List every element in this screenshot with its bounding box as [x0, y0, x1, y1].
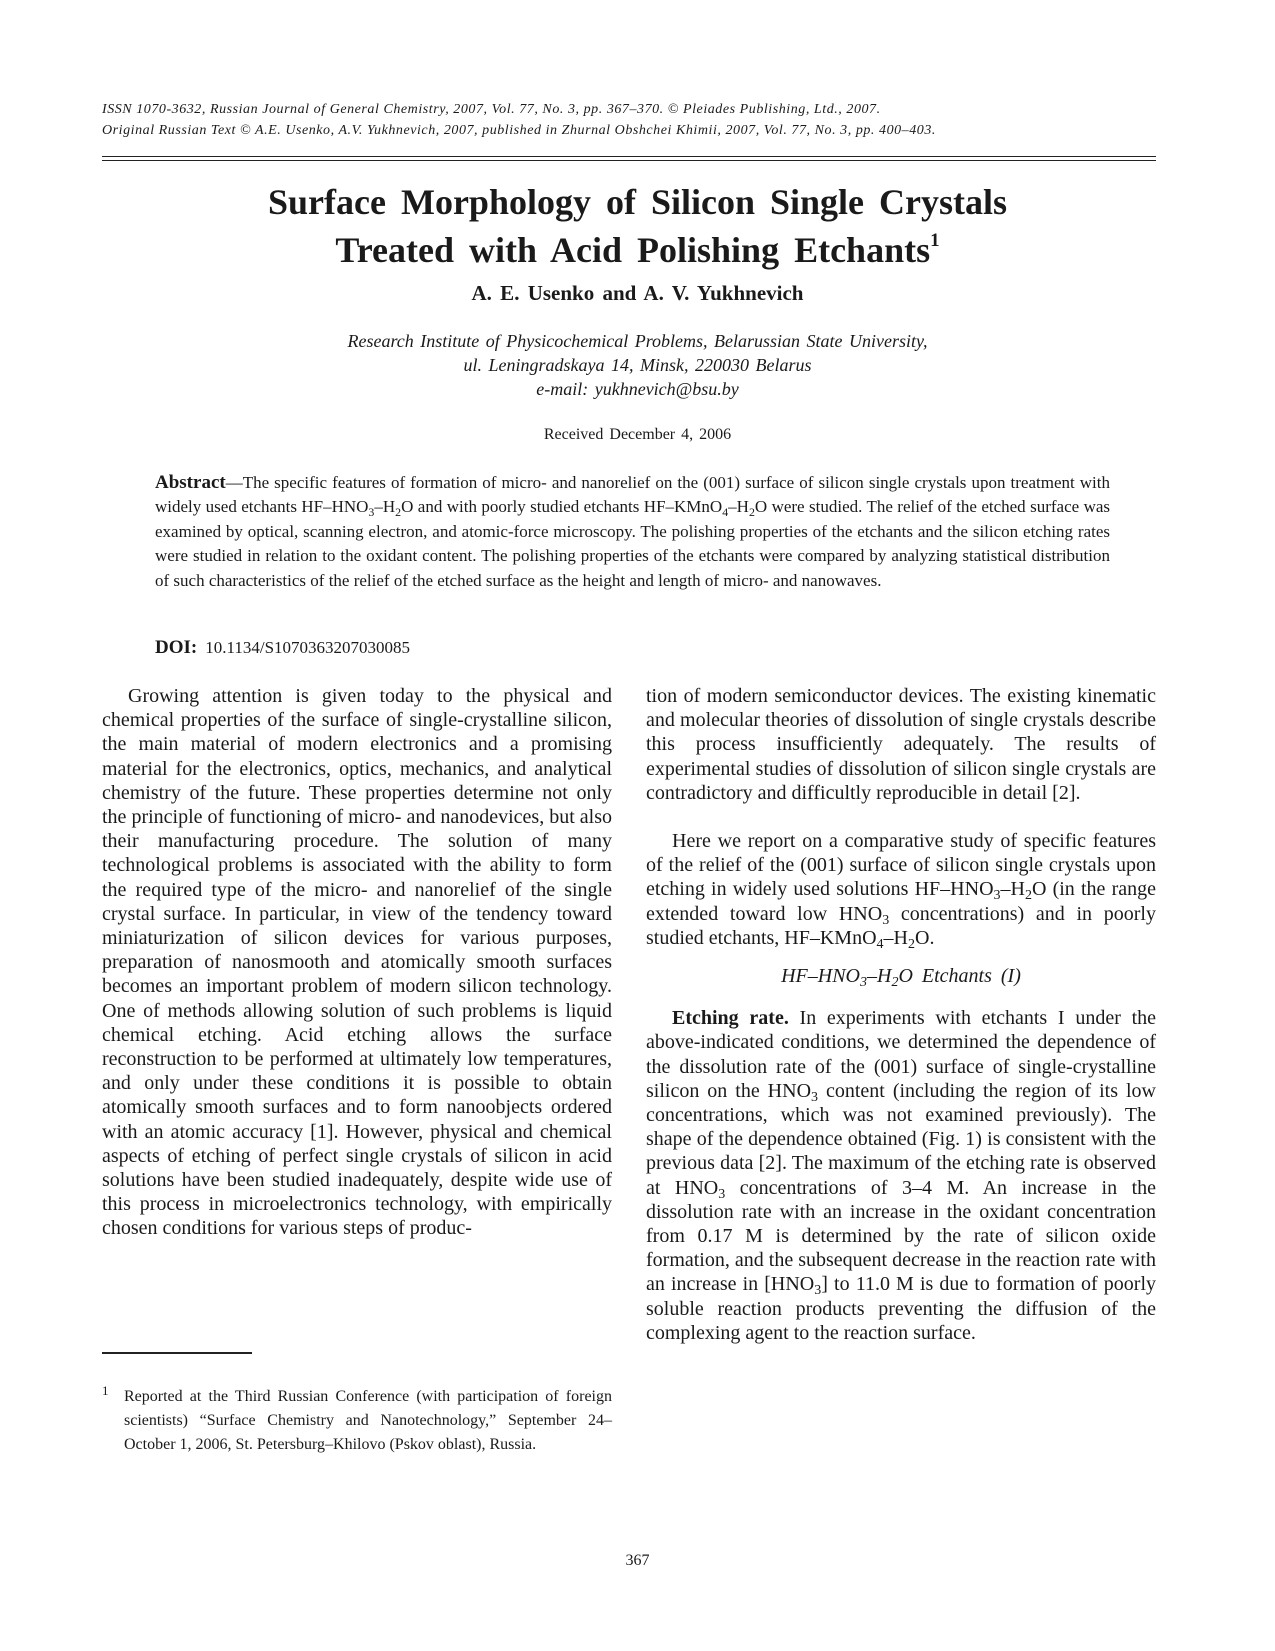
subscript: 3	[993, 888, 1001, 904]
paragraph-text: content (including the region of its low concentrations, which was not examined previously). The shape of the dependence obtained (Fig. 1) is consistent with the previous data [2]. The maximum of the etching rate is observed at HNO	[646, 1079, 1156, 1199]
received-date: Received December 4, 2006	[543, 426, 732, 443]
doi-label: DOI:	[155, 637, 198, 658]
subscript: 3	[368, 505, 375, 520]
abstract	[155, 471, 1110, 593]
journal-citation-line: ISSN 1070-3632, Russian Journal of General Chemistry, 2007, Vol. 77, No. 3, pp. 367–370. © Pleiades Publishing, Ltd., 2007.	[102, 102, 881, 117]
subscript: 3	[860, 975, 867, 991]
footnote	[102, 1385, 612, 1457]
heading-text: –H	[867, 965, 892, 988]
paper-title-line1: Surface Morphology of Silicon Single Crystals	[268, 182, 1007, 222]
subscript: 2	[891, 975, 899, 991]
abstract-label: Abstract	[155, 472, 226, 493]
subscript: 2	[395, 505, 402, 520]
paragraph-text: O (in the range extended toward low HNO	[646, 878, 1156, 925]
abstract-text: O were studied. The relief of the etched surface was examined by optical, scanning electron, and atomic-force microscopy. The polishing properties of the etchants and the silicon etching rates were studied in relation to the oxidant content. The polishing properties of the etchants were compared by analyzing statistical distribution of such characteristics of the relief of the etched surface as the height and length of micro- and nanowaves.	[155, 497, 1111, 590]
header-rule-bottom	[102, 160, 1156, 161]
affiliation-line1: Research Institute of Physicochemical Problems, Belarussian State University,	[347, 331, 928, 351]
paper-title-line2-text: Treated with Acid Polishing Etchants	[335, 230, 931, 270]
subscript: 3	[882, 912, 890, 928]
header-rule-top	[102, 156, 1156, 157]
subscript: 2	[908, 936, 915, 952]
subscript: 3	[718, 1186, 726, 1202]
author-list: A. E. Usenko and A. V. Yukhnevich	[471, 281, 804, 305]
etching-rate-paragraph	[646, 1006, 1156, 1345]
intro-paragraph: Growing attention is given today to the physical and chemical properties of the surface of single-crystalline silicon, the main material of modern electronics and a promising material for the electronics, optics, mechanics, and analytical chemistry of the future. These properties determine not only the principle of functioning of micro- and nanodevices, but also their manufacturing procedure. The solution of many technological problems is associated with the ability to form the required type of the micro- and nanorelief of the single crystal surface. In particular, in view of the tendency toward miniaturization of silicon devices for various purposes, preparation of nanosmooth and atomically smooth surfaces becomes an important problem of modern silicon technology. One of methods allowing solution of such problems is liquid chemical etching. Acid etching allows the surface reconstruction to be performed at ultimately low temperatures, and only under these conditions it is possible to obtain atomically smooth surfaces and to form nanoobjects ordered with an atomic accuracy [1]. However, physical and chemical aspects of etching of perfect single crystals of silicon in acid solutions have been studied inadequately, despite wide use of this process in microelectronics technology, with empirically chosen conditions for various steps of produc-	[102, 685, 612, 1240]
page-number: 367	[625, 1552, 650, 1569]
footnote-mark: 1	[102, 1383, 109, 1398]
title-footnote-mark: 1	[930, 230, 940, 251]
abstract-text: The specific features of formation of micro- and nanorelief on the (001) surface of silicon single crystals upon treatment with widely used etchants HF–HNO	[155, 473, 1110, 517]
left-column	[102, 684, 612, 1241]
original-text-line: Original Russian Text © A.E. Usenko, A.V. Yukhnevich, 2007, published in Zhurnal Obshchei Khimii, 2007, Vol. 77, No. 3, pp. 400–403.	[102, 123, 936, 138]
section-heading	[646, 964, 1156, 991]
abstract-text: –H	[374, 497, 396, 517]
paper-title-line2	[0, 221, 1275, 270]
right-column	[646, 684, 1156, 1345]
paragraph-text: concentrations) and in poorly studied etchants, HF–KMnO	[646, 902, 1156, 949]
doi	[155, 637, 410, 659]
paragraph-text: –H	[1000, 878, 1025, 901]
footnote-text: Reported at the Third Russian Conference (with participation of foreign scientists) “Surface Chemistry and Nanotechnology,” September 24–October 1, 2006, St. Petersburg–Khilovo (Pskov oblast), Russia.	[124, 1388, 612, 1453]
doi-value: 10.1134/S1070363207030085	[205, 638, 411, 657]
affiliation-line2: ul. Leningradskaya 14, Minsk, 220030 Belarus	[463, 355, 812, 375]
subscript: 3	[814, 1283, 822, 1299]
heading-text: O Etchants (I)	[898, 965, 1021, 988]
abstract-text: –H	[728, 497, 749, 517]
intro-continuation-paragraph: tion of modern semiconductor devices. The existing kinematic and molecular theories of dissolution of single crystals describe this process insufficiently adequately. The results of experimental studies of dissolution of silicon single crystals are contradictory and difficultly reproducible in detail [2].	[646, 685, 1156, 804]
affiliation-email: e-mail: yukhnevich@bsu.by	[536, 379, 739, 399]
paragraph-text: O.	[915, 926, 935, 949]
abstract-text: O and with poorly studied etchants HF–KMnO	[401, 497, 723, 517]
study-summary-paragraph	[646, 829, 1156, 950]
abstract-dash: —	[225, 473, 243, 492]
paragraph-text: –H	[883, 926, 908, 949]
subscript: 2	[748, 505, 755, 520]
subscript: 2	[1024, 888, 1032, 904]
paragraph-text: concentrations of 3–4 M. An increase in the dissolution rate with an increase in the oxidant concentration from 0.17 M is determined by the rate of silicon oxide formation, and the subsequent decrease in the reaction rate with an increase in [HNO	[646, 1176, 1156, 1296]
subscript: 4	[876, 936, 884, 952]
footnote-rule	[102, 1352, 252, 1354]
subscript: 3	[811, 1089, 819, 1105]
paragraph-text: In experiments with etchants I under the above-indicated conditions, we determined the dependence of the dissolution rate of the (001) surface of single-crystalline silicon on the HNO	[646, 1007, 1157, 1102]
paragraph-text: Here we report on a comparative study of specific features of the relief of the (001) surface of silicon single crystals upon etching in widely used solutions HF–HNO	[646, 830, 1156, 901]
subscript: 4	[722, 505, 729, 520]
paragraph-text: ] to 11.0 M is due to formation of poorly soluble reaction products preventing the diffusion of the complexing agent to the reaction surface.	[646, 1273, 1157, 1344]
etching-rate-heading: Etching rate.	[672, 1007, 789, 1030]
heading-text: HF–HNO	[781, 965, 860, 988]
